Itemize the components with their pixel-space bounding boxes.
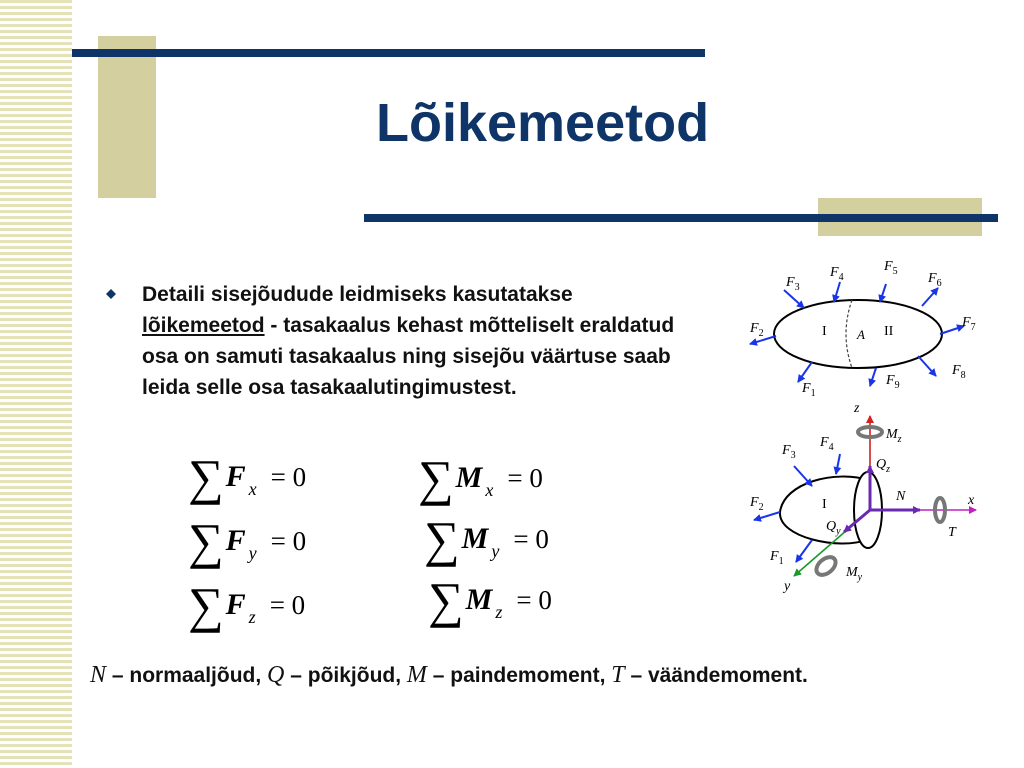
region-label-1: I xyxy=(822,324,827,339)
legend-symbol-n: N xyxy=(90,662,107,688)
force-arrow-f3 xyxy=(794,466,812,486)
eq-subscript: z xyxy=(495,601,503,622)
label-qz: $Q_z$ xyxy=(876,457,891,475)
diagram-body-forces xyxy=(740,256,1010,406)
force-arrow-f2 xyxy=(754,512,780,520)
eq-subscript: y xyxy=(248,542,257,563)
force-label-f3: $F_3$ xyxy=(786,275,800,293)
eq-rhs: = 0 xyxy=(507,462,543,493)
force-label-f9: $F_9$ xyxy=(886,373,900,391)
force-arrow-f4 xyxy=(836,454,840,474)
region-label-1: I xyxy=(822,497,827,512)
force-label-f7: $F_7$ xyxy=(962,315,976,333)
label-n: N xyxy=(896,489,906,504)
navy-rule-top xyxy=(72,49,705,57)
force-arrow-f1 xyxy=(798,362,812,382)
force-arrow-f1 xyxy=(796,540,812,562)
sigma-symbol: ∑ xyxy=(188,577,224,633)
moment-my-icon xyxy=(813,554,839,579)
bullet-line-1: Detaili sisejõudude leidmiseks kasutatakse xyxy=(142,283,573,306)
equation-sum-my xyxy=(424,511,549,567)
sigma-symbol: ∑ xyxy=(188,513,224,569)
axis-label-x: x xyxy=(968,493,975,508)
force-label-f2: $F_2$ xyxy=(750,495,764,513)
eq-symbol: F xyxy=(225,524,246,557)
bullet-paragraph xyxy=(142,279,682,403)
axis-label-y: y xyxy=(784,579,791,594)
force-label-f1: $F_1$ xyxy=(770,549,784,567)
force-arrow-f6 xyxy=(922,288,938,306)
bullet-rest: - tasakaalus kehast mõtteliselt eraldatud osa on samuti tasakaalus ning sisejõu väärtuse saab leida selle osa tasakaalutingimustest. xyxy=(142,314,675,399)
region-label-2: II xyxy=(884,324,894,339)
label-my: $M_y$ xyxy=(846,565,863,583)
eq-subscript: x xyxy=(248,478,257,499)
sigma-symbol: ∑ xyxy=(424,511,460,567)
label-t: T xyxy=(948,525,956,540)
eq-rhs: = 0 xyxy=(516,584,552,615)
slide-title: Lõikemeetod xyxy=(376,93,710,153)
sigma-symbol: ∑ xyxy=(188,449,224,505)
equation-sum-fz xyxy=(188,577,306,633)
force-arrow-f7 xyxy=(940,326,964,334)
force-label-f4: $F_4$ xyxy=(830,265,844,283)
force-label-f3: $F_3$ xyxy=(782,443,796,461)
force-arrow-f9 xyxy=(870,368,876,386)
eq-subscript: z xyxy=(248,606,256,627)
legend-desc-t: – väändemoment. xyxy=(624,664,808,687)
force-arrow-f4 xyxy=(834,282,840,302)
legend-desc-m: – paindemoment, xyxy=(426,664,612,687)
equation-sum-mz xyxy=(428,572,552,628)
eq-rhs: = 0 xyxy=(513,523,549,554)
legend-symbol-t: T xyxy=(611,662,625,688)
equation-sum-mx xyxy=(418,450,543,506)
equation-sum-fy xyxy=(188,513,307,569)
eq-symbol: F xyxy=(225,460,246,493)
legend-line xyxy=(90,662,808,689)
force-label-f6: $F_6$ xyxy=(928,271,942,289)
eq-subscript: x xyxy=(485,479,494,500)
diamond-bullet-icon xyxy=(106,289,116,299)
equation-sum-fx xyxy=(188,449,307,505)
legend-desc-q: – põikjõud, xyxy=(284,664,407,687)
force-label-f2: $F_2$ xyxy=(750,321,764,339)
eq-symbol: F xyxy=(225,588,246,621)
eq-subscript: y xyxy=(491,540,500,561)
legend-symbol-q: Q xyxy=(267,662,285,688)
label-qy: $Q_y$ xyxy=(826,519,841,537)
eq-symbol: M xyxy=(455,461,483,494)
eq-symbol: M xyxy=(465,583,493,616)
force-label-f5: $F_5$ xyxy=(884,259,898,277)
eq-rhs: = 0 xyxy=(270,525,307,556)
force-arrow-f5 xyxy=(880,284,886,302)
eq-rhs: = 0 xyxy=(269,589,306,620)
sigma-symbol: ∑ xyxy=(428,572,464,628)
label-mz: $M_z$ xyxy=(886,427,902,445)
force-label-f4: $F_4$ xyxy=(820,435,834,453)
legend-symbol-m: M xyxy=(406,662,427,688)
eq-symbol: M xyxy=(461,522,489,555)
navy-rule-bottom xyxy=(364,214,998,222)
eq-rhs: = 0 xyxy=(270,461,307,492)
force-label-f8: $F_8$ xyxy=(952,363,966,381)
tan-accent-block-top xyxy=(98,36,156,198)
term-loikemeetod: lõikemeetod xyxy=(142,314,265,337)
legend-desc-n: – normaaljõud, xyxy=(106,664,268,687)
sigma-symbol: ∑ xyxy=(418,450,454,506)
section-curve xyxy=(846,300,852,368)
striped-sidebar xyxy=(0,0,72,768)
force-label-f1: $F_1$ xyxy=(802,381,816,399)
force-arrow-f8 xyxy=(918,356,936,376)
diagram-internal-forces xyxy=(740,400,990,596)
axis-label-z: z xyxy=(854,401,860,416)
point-label-a: A xyxy=(857,327,865,342)
